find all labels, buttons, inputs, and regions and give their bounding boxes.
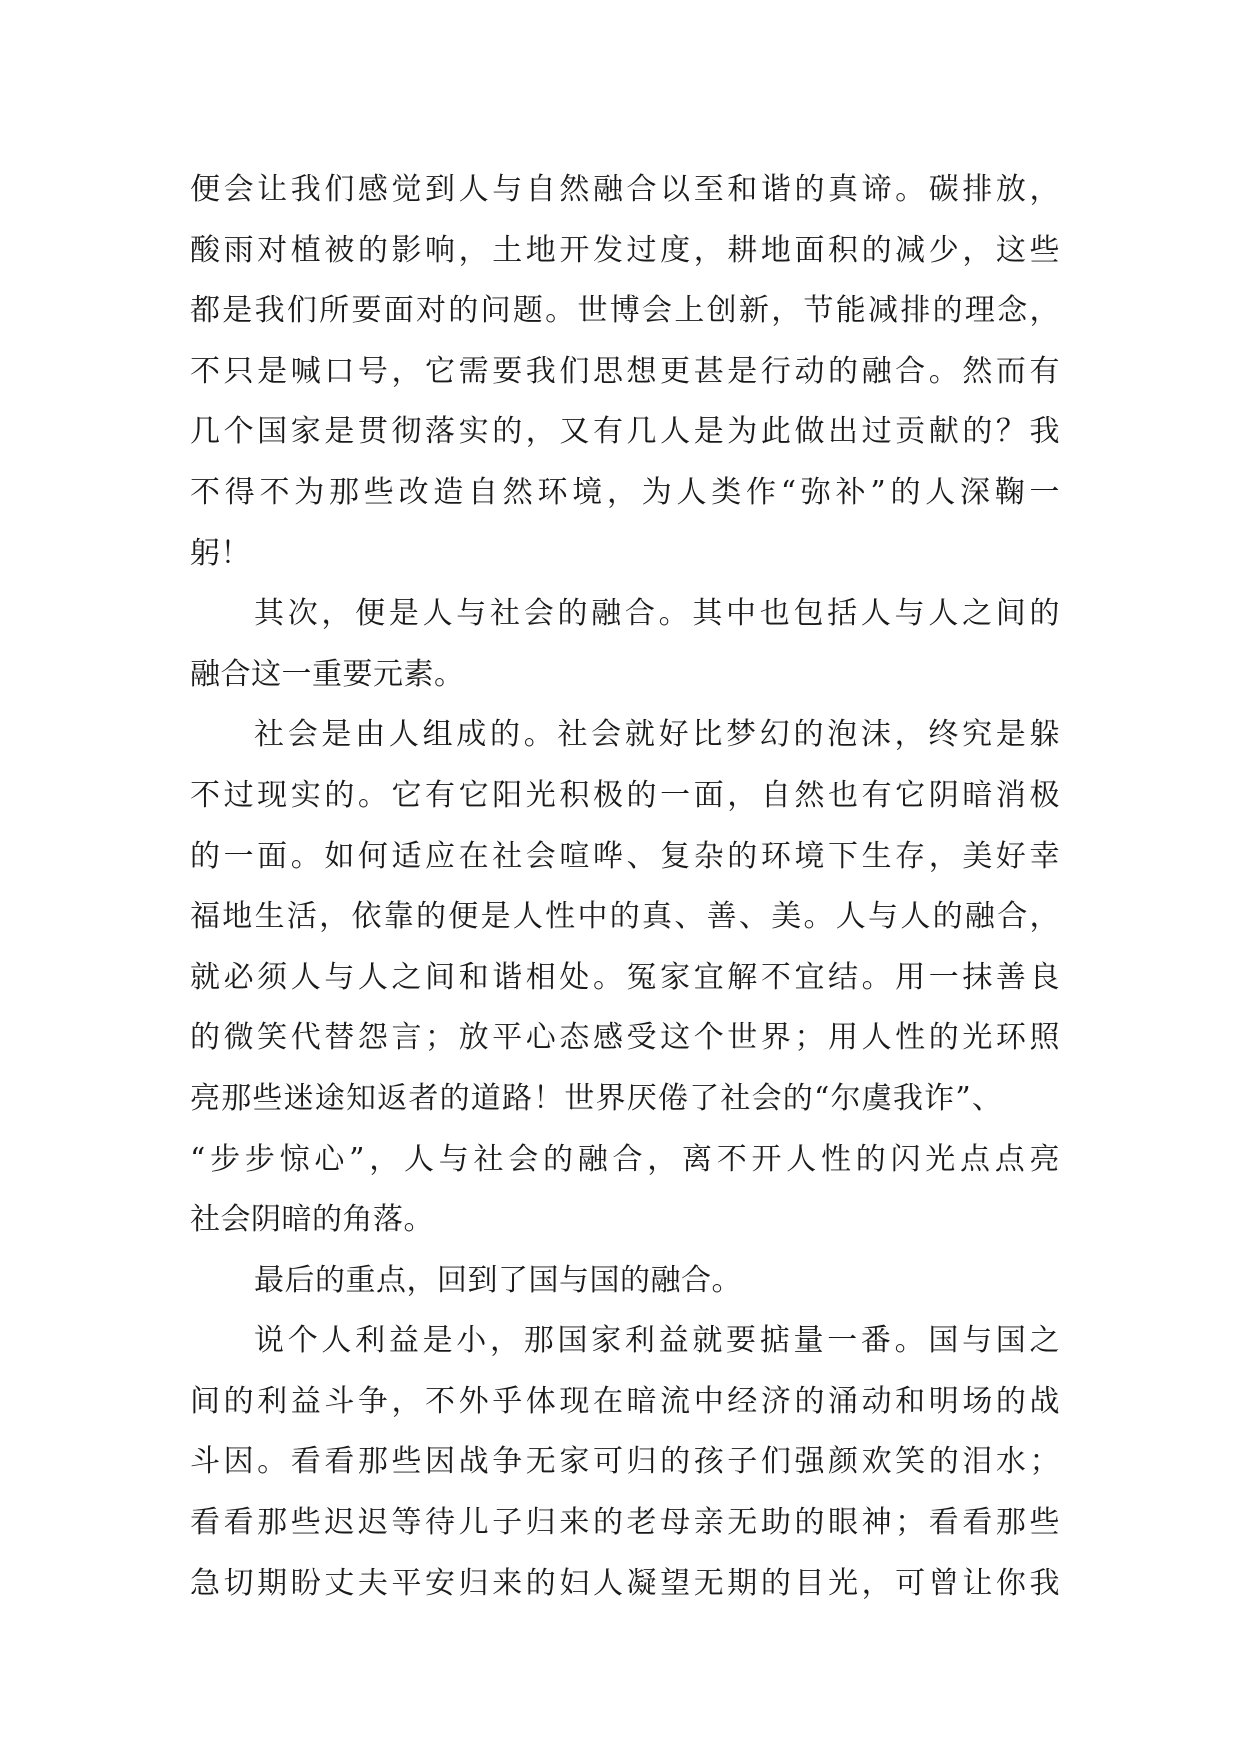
paragraph-first-line: 社会是由人组成的。社会就好比梦幻的泡沫，终究是躲 xyxy=(254,717,1060,753)
text-line: 间的利益斗争，不外乎体现在暗流中经济的涌动和明场的战 xyxy=(190,1383,1060,1419)
text-line: 看看那些迟迟等待儿子归来的老母亲无助的眼神；看看那些 xyxy=(190,1505,1060,1541)
text-line: 亮那些迷途知返者的道路！世界厌倦了社会的“尔虞我诈”、 xyxy=(190,1080,1004,1116)
text-line: 躬！ xyxy=(190,535,251,571)
text-line: 的一面。如何适应在社会喧哗、复杂的环境下生存，美好幸 xyxy=(190,838,1060,874)
text-line: 不过现实的。它有它阳光积极的一面，自然也有它阴暗消极 xyxy=(190,777,1060,813)
text-line: 的微笑代替怨言；放平心态感受这个世界；用人性的光环照 xyxy=(190,1020,1060,1056)
text-line: 不得不为那些改造自然环境，为人类作“弥补”的人深鞠一 xyxy=(190,474,1060,510)
text-line: 福地生活，依靠的便是人性中的真、善、美。人与人的融合， xyxy=(190,899,1060,935)
paragraph-first-line: 最后的重点，回到了国与国的融合。 xyxy=(254,1262,742,1298)
text-line: 就必须人与人之间和谐相处。冤家宜解不宜结。用一抹善良 xyxy=(190,959,1060,995)
text-line: 不只是喊口号，它需要我们思想更甚是行动的融合。然而有 xyxy=(190,353,1060,389)
text-line: 都是我们所要面对的问题。世博会上创新，节能减排的理念， xyxy=(190,293,1060,329)
paragraph-first-line: 其次，便是人与社会的融合。其中也包括人与人之间的 xyxy=(254,596,1060,632)
text-line: 急切期盼丈夫平安归来的妇人凝望无期的目光，可曾让你我 xyxy=(190,1565,1060,1601)
text-line: 便会让我们感觉到人与自然融合以至和谐的真谛。碳排放， xyxy=(190,172,1060,207)
text-line: 斗因。看看那些因战争无家可归的孩子们强颜欢笑的泪水； xyxy=(190,1444,1060,1480)
body-text xyxy=(190,160,1060,1614)
text-line: 融合这一重要元素。 xyxy=(190,656,465,692)
text-line: 社会阴暗的角落。 xyxy=(190,1202,434,1238)
text-line: 酸雨对植被的影响，土地开发过度，耕地面积的减少，这些 xyxy=(190,232,1060,268)
text-line: 几个国家是贯彻落实的，又有几人是为此做出过贡献的？我 xyxy=(190,414,1060,450)
text-line: “步步惊心”，人与社会的融合，离不开人性的闪光点点亮 xyxy=(190,1141,1060,1177)
paragraph-first-line: 说个人利益是小，那国家利益就要掂量一番。国与国之 xyxy=(254,1323,1060,1359)
